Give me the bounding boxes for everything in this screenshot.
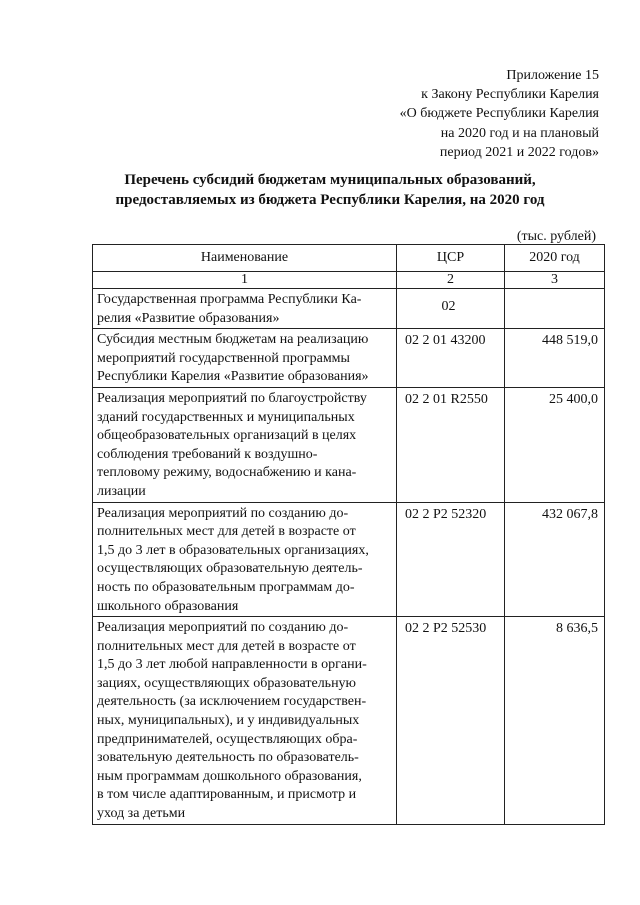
row-name-line: ность по образовательным программам до- (97, 579, 355, 595)
header-name: Наименование (93, 245, 397, 272)
row-value (505, 289, 605, 329)
appendix-block (400, 66, 599, 162)
row-name-line: Реализация мероприятий по созданию до- (97, 620, 349, 636)
title-line-1: Перечень субсидий бюджетам муниципальных образований, (124, 172, 536, 188)
index-cell: 3 (505, 272, 605, 289)
row-value: 432 067,8 (505, 502, 605, 617)
row-name-line: школьного образования (97, 598, 239, 614)
row-name-line: общеобразовательных организаций в целях (97, 428, 357, 444)
appendix-line: к Закону Республики Карелия (421, 87, 599, 103)
index-row (93, 272, 605, 289)
index-cell: 2 (397, 272, 505, 289)
subsidy-table (92, 244, 605, 825)
row-name-line: полнительных мест для детей в возрасте от (97, 524, 356, 540)
appendix-line: «О бюджете Республики Карелия (399, 106, 599, 122)
header-code: ЦСР (397, 245, 505, 272)
row-name (93, 387, 397, 502)
row-value: 8 636,5 (505, 617, 605, 825)
row-name (93, 289, 397, 329)
appendix-line: период 2021 и 2022 годов» (439, 144, 599, 160)
header-year: 2020 год (505, 245, 605, 272)
row-name-line: предпринимателей, осуществляющих обра- (97, 731, 358, 747)
row-value: 25 400,0 (505, 387, 605, 502)
row-name-line: уход за детьми (97, 806, 186, 822)
row-code: 02 2 01 R2550 (397, 387, 505, 502)
row-name-line: Реализация мероприятий по созданию до- (97, 505, 349, 521)
appendix-line: Приложение 15 (506, 68, 599, 83)
row-name-line: Субсидия местным бюджетам на реализацию (97, 332, 369, 348)
table-row (93, 502, 605, 617)
row-name-line: 1,5 до 3 лет в образовательных организациях, (97, 542, 369, 558)
index-cell: 1 (93, 272, 397, 289)
unit-label: (тыс. рублей) (516, 229, 596, 244)
row-name (93, 502, 397, 617)
table-row (93, 289, 605, 329)
row-name-line: полнительных мест для детей в возрасте от (97, 638, 356, 654)
row-name-line: ным программам дошкольного образования, (97, 768, 362, 784)
document-title (60, 170, 600, 210)
row-name-line: Республики Карелия «Развитие образования» (97, 369, 369, 385)
table-row (93, 617, 605, 825)
row-name-line: 1,5 до 3 лет любой направленности в органи- (97, 657, 367, 673)
row-code: 02 2 Р2 52530 (397, 617, 505, 825)
row-name-line: мероприятий государственной программы (97, 350, 350, 366)
row-name-line: в том числе адаптированным, и присмотр и (97, 787, 357, 803)
row-name (93, 617, 397, 825)
appendix-line: на 2020 год и на плановый (440, 125, 599, 141)
row-name-line: осуществляющих образовательную деятель- (97, 561, 363, 577)
row-name-line: лизации (97, 483, 146, 499)
row-code: 02 2 Р2 52320 (397, 502, 505, 617)
row-name-line: зациях, осуществляющих образовательную (97, 675, 357, 691)
row-code: 02 2 01 43200 (397, 329, 505, 388)
table-row (93, 387, 605, 502)
row-name-line: соблюдения требований к воздушно- (97, 446, 318, 462)
row-code: 02 (397, 289, 505, 329)
header-row (93, 245, 605, 272)
row-name-line: деятельность (за исключением государствен- (97, 694, 367, 710)
row-name (93, 329, 397, 388)
table-row (93, 329, 605, 388)
row-name-line: релия «Развитие образования» (97, 310, 280, 326)
row-name-line: Государственная программа Республики Ка- (97, 292, 362, 307)
row-name-line: ных, муниципальных), и у индивидуальных (97, 713, 360, 729)
row-value: 448 519,0 (505, 329, 605, 388)
row-name-line: тепловому режиму, водоснабжению и кана- (97, 465, 357, 481)
row-name-line: зданий государственных и муниципальных (97, 409, 355, 425)
row-name-line: зовательную деятельность по образователь- (97, 750, 359, 766)
row-name-line: Реализация мероприятий по благоустройству (97, 390, 367, 406)
title-line-2: предоставляемых из бюджета Республики Карелия, на 2020 год (115, 192, 545, 208)
